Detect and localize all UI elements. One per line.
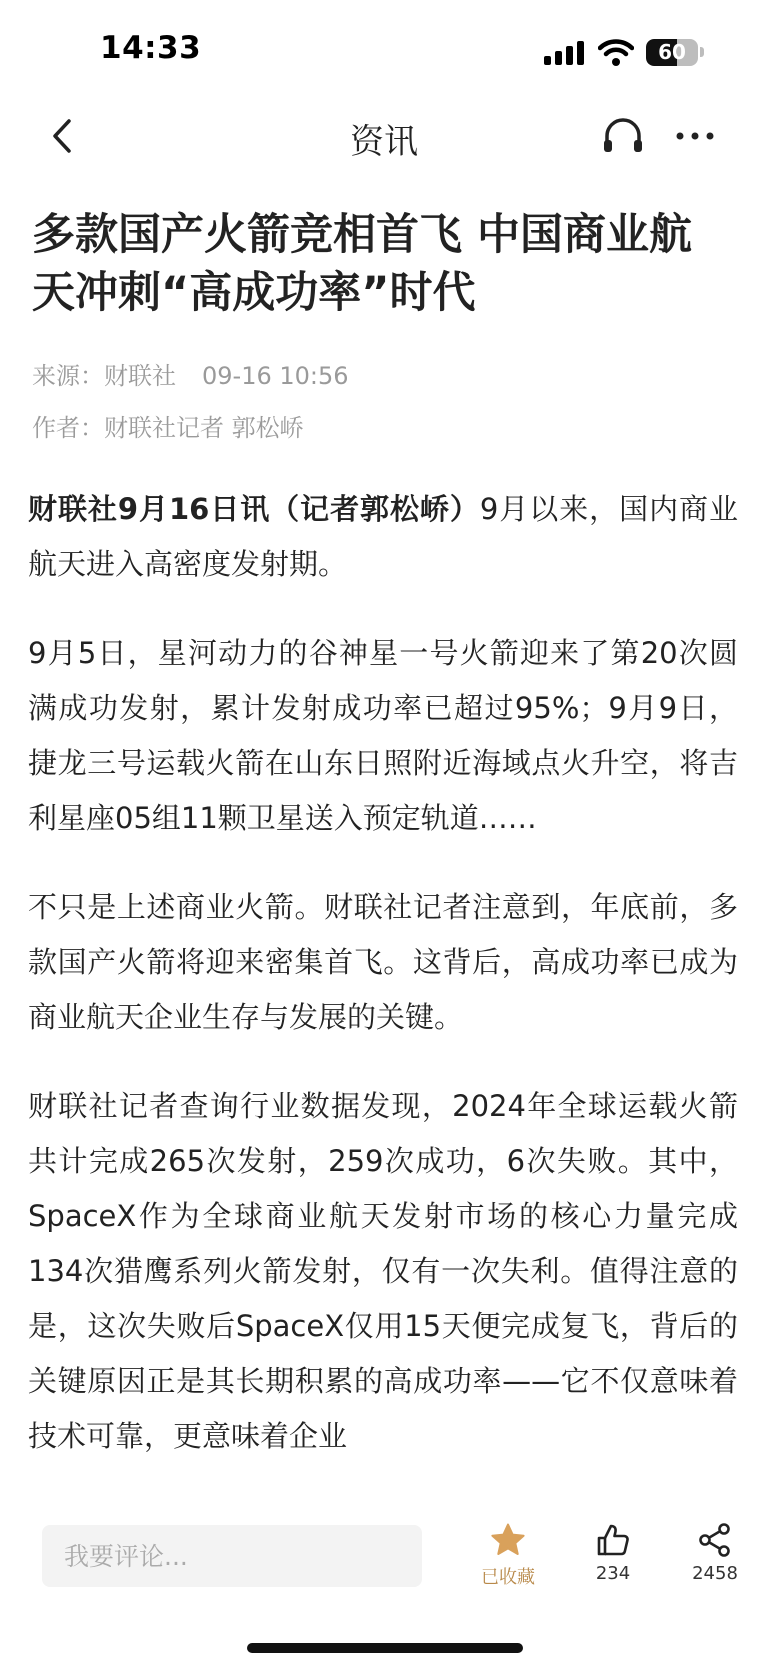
article-paragraph: 财联社记者查询行业数据发现，2024年全球运载火箭共计完成265次发射，259次成功，6次失败。其中，SpaceX作为全球商业航天发射市场的核心力量完成134次猎鹰系列火箭发射，仅有一次失利。值得注意的是，这次失败后SpaceX仅用15天便完成复飞，背后的关键原因正是其长期积累的高成功率——它不仅意味着技术可靠，更意味着企业 xyxy=(28,1089,738,1453)
battery-cap xyxy=(700,47,704,57)
headphones-icon[interactable] xyxy=(600,114,646,158)
status-bar xyxy=(0,0,768,100)
article-body[interactable] xyxy=(28,482,738,1507)
author-name: 财联社记者 郭松峤 xyxy=(104,414,304,442)
bottom-action-bar xyxy=(0,1505,768,1665)
status-time: 14:33 xyxy=(100,30,202,66)
battery-icon xyxy=(646,39,698,66)
wifi-icon xyxy=(598,38,634,66)
cellular-signal-icon xyxy=(544,41,586,65)
publish-datetime: 09-16 10:56 xyxy=(202,362,349,390)
share-count: 2458 xyxy=(692,1563,738,1584)
article-author-line xyxy=(32,408,304,443)
source-name[interactable]: 财联社 xyxy=(104,362,176,390)
share-icon xyxy=(697,1523,733,1557)
favorite-label: 已收藏 xyxy=(481,1567,535,1588)
article-paragraph: 不只是上述商业火箭。财联社记者注意到，年底前，多款国产火箭将迎来密集首飞。这背后，高成功率已成为商业航天企业生存与发展的关键。 xyxy=(28,890,738,1034)
lead-bold-text: 财联社9月16日讯（记者郭松峤） xyxy=(28,492,480,526)
star-icon xyxy=(490,1523,526,1557)
article-source-line xyxy=(32,356,349,391)
nav-bar xyxy=(0,100,768,174)
article-paragraph: 9月5日，星河动力的谷神星一号火箭迎来了第20次圆满成功发射，累计发射成功率已超过95%；9月9日，捷龙三号运载火箭在山东日照附近海域点火升空，将吉利星座05组11颗卫星送入预定轨道…… xyxy=(28,636,738,835)
source-label: 来源： xyxy=(32,362,104,390)
author-label: 作者： xyxy=(32,414,104,442)
nav-title: 资讯 xyxy=(350,122,418,162)
article-paragraph xyxy=(28,482,738,592)
like-count: 234 xyxy=(595,1563,631,1584)
comment-input[interactable] xyxy=(42,1525,422,1587)
thumbs-up-icon xyxy=(595,1523,631,1557)
article-title: 多款国产火箭竞相首飞 中国商业航天冲刺“高成功率”时代 xyxy=(32,210,692,318)
battery-percentage: 60 xyxy=(658,40,686,64)
like-button[interactable] xyxy=(568,1523,658,1603)
share-button[interactable] xyxy=(670,1523,760,1603)
favorite-button[interactable] xyxy=(463,1523,553,1603)
home-indicator xyxy=(247,1643,523,1653)
lead-text: 9月以来，国内商业航天进入高密度发射期。 xyxy=(28,492,738,581)
more-dots-icon[interactable] xyxy=(672,114,718,158)
